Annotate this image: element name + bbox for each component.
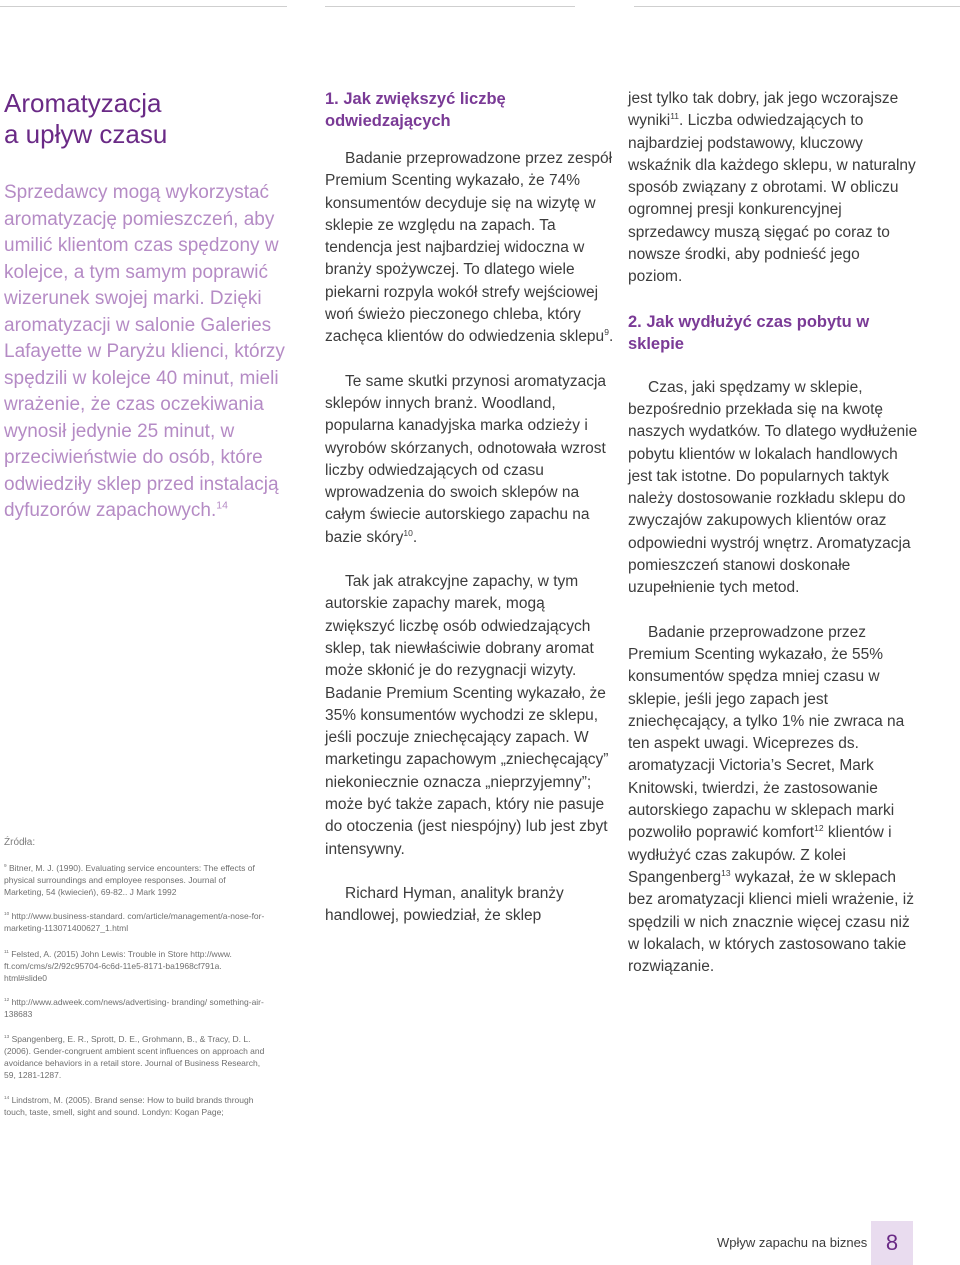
footnote-14: $^{14}$ Lindstrom, M. (2005). Brand sense: How to build brands through touch, taste, smell, sight and sound. Londyn: Kogan Page; [4, 1095, 254, 1117]
heading-visitors: 1. Jak zwiększyć liczbę odwiedzających [325, 90, 506, 130]
right-paragraph-3: Badanie przeprowadzone przez Premium Scenting wykazało, że 55% konsumentów spędza mniej czasu w sklepie, jeśli jego zapach jest zniechęcający, a tylko 1% nie zwraca na ten aspekt uwagi. Wiceprezes ds. aromatyzacji Victoria’s Secret, Mark Knitowski, twierdzi, że zastosowanie autorskiego zapachu w sklepach marki pozwoliło poprawić komfort$^{12}$ klientów i wydłużyć czas zakupów. Z kolei Spangenberg$^{13}$ wykazał, że w sklepach bez aromatyzacji klienci mieli wrażenie, iż spędzili w nich znacznie więcej czasu niż w lokalach, w których zastosowano takie rozwiązanie. [628, 623, 914, 976]
middle-paragraph-3: Tak jak atrakcyjne zapachy, w tym autorskie zapachy marek, mogą zwiększyć liczbę osób odwiedzających sklep, tak niewłaściwie dobrany aromat może skłonić je do rezygnacji wizyty. Badanie Premium Scenting wykazało, że 35% konsumentów wychodzi ze sklepu, jeśli poczuje zniechęcający zapach. W marketingu zapachowym „zniechęcający” niekoniecznie oznacza „nieprzyjemny”; może być także zapach, który nie pasuje do otoczenia (jest niespójny) lub jest zbyt intensywny. [325, 573, 609, 858]
footnote-9: $^9$ Bitner, M. J. (1990). Evaluating service encounters: The effects of physical surroundings and employee responses. Journal of Marketing, 54 (kwiecień), 69-82.. J Mark 1992 [4, 863, 255, 897]
sources-label: Źródła: [4, 837, 36, 848]
heading-dwell-time: 2. Jak wydłużyć czas pobytu w sklepie [628, 312, 870, 353]
section-title: Aromatyzacja a upływ czasu [4, 88, 168, 149]
right-paragraph-1: jest tylko tak dobry, jak jego wczorajsze wyniki$^{11}$. Liczba odwiedzających to najbardziej podstawowy, kluczowy wskaźnik dla każdego sklepu, w naturalny sposób związany z obrotami. W obliczu ogromnej presji konkurencyjnej sprzedawcy muszą sięgać po coraz to nowsze środki, aby podnieść jego poziom. [628, 90, 916, 286]
middle-column [325, 88, 615, 928]
footnote-12: $^{12}$ http://www.adweek.com/news/advertising- branding/ something-air-138683 [4, 997, 264, 1019]
page-number-badge [871, 1221, 913, 1265]
footnote-13: $^{13}$ Spangenberg, E. R., Sprott, D. E., Grohmann, B., & Tracy, D. L. (2006). Gender-congruent ambient scent influences on approach and avoidance behaviors in a retail store. Journal of Business Research, 59, 1281-1287. [4, 1034, 265, 1080]
footnote-11: $^{11}$ Felsted, A. (2015) John Lewis: Trouble in Store http://www. ft.com/cms/s/2/92c95704-6c6d-11e5-8171-ba1968cf791a. html#slide0 [4, 949, 232, 983]
top-rule-left [0, 6, 287, 7]
middle-paragraph-2: Te same skutki przynosi aromatyzacja sklepów innych branż. Woodland, popularna kanadyjska marka odzieży i wyrobów skórzanych, odnotowała wzrost liczby odwiedzających od czasu wprowadzenia do swoich sklepów na całym świecie autorskiego zapachu na bazie skóry$^{10}$. [325, 372, 607, 546]
top-rule-middle [325, 6, 575, 7]
middle-paragraph-4: Richard Hyman, analityk branży handlowej, powiedział, że sklep [325, 884, 564, 925]
right-paragraph-2: Czas, jaki spędzamy w sklepie, bezpośrednio przekłada się na kwotę naszych wydatków. To dlatego wydłużenie pobytu klientów w lokalach handlowych jest tak istotne. Do popularnych taktyk należy dostosowanie rozkładu sklepu do zwyczajów zakupowych klientów oraz odpowiedni wystrój wnętrz. Aromatyzacja pomieszczeń stanowi doskonałe uzupełnienie tych metod. [628, 378, 918, 597]
lead-paragraph: Sprzedawcy mogą wykorzystać aromatyzację pomieszczeń, aby umilić klientom czas spędzony w kolejce, a tym samym poprawić wizerunek swojej marki. Dzięki aromatyzacji w salonie Galeries Lafayette w Paryżu klienci, którzy spędzili w kolejce 40 minut, mieli wrażenie, że czas oczekiwania wynosił jedynie 25 minut, w przeciwieństwie do osób, które odwiedziły sklep przed instalacją dyfuzorów zapachowych.$^{14}$ [4, 182, 285, 521]
top-rule-right [634, 6, 960, 7]
footer-title: Wpływ zapachu na biznes [717, 1235, 868, 1250]
right-column [628, 88, 918, 978]
page-number: 8 [885, 1230, 899, 1255]
footnote-10: $^{10}$ http://www.business-standard. com/article/management/a-nose-for- marketing-113071400627_1.html [4, 911, 265, 933]
middle-paragraph-1: Badanie przeprowadzone przez zespół Premium Scenting wykazało, że 74% konsumentów decyduje się na wizytę w sklepie ze względu na zapach. Ta tendencja jest najbardziej widoczna w branży spożywczej. To dlatego wiele piekarni rozpyla wokół strefy wejściowej woń świeżo pieczonego chleba, który zachęca klientów do odwiedzenia sklepu$^9$. [325, 150, 614, 346]
